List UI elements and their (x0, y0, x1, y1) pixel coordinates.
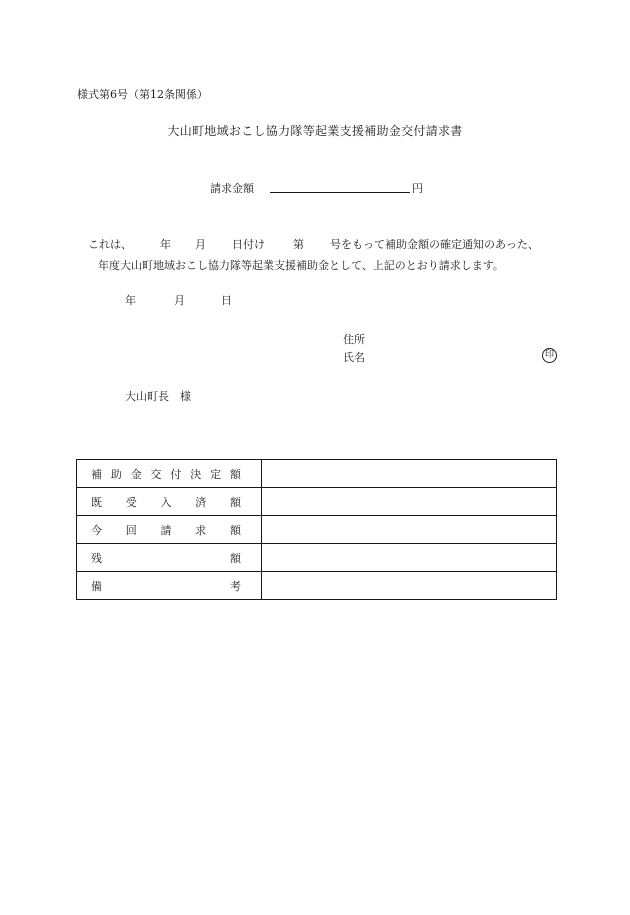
form-number: 様式第6号（第12条関係） (77, 88, 208, 101)
table-row (77, 488, 557, 516)
row-label-char: 受 (125, 495, 137, 509)
row-label (77, 544, 262, 572)
name-label: 氏名 (343, 351, 365, 364)
row-value[interactable] (262, 544, 557, 572)
row-label-char: 金 (130, 467, 142, 481)
body-day-label: 日付け (232, 238, 265, 251)
row-label-char: 交 (150, 467, 162, 481)
date-day-label: 日 (221, 294, 232, 307)
body-number-prefix: 第 (293, 238, 304, 251)
body-line-1-rest: 号をもって補助金額の確定通知のあった、 (330, 238, 539, 251)
table-row (77, 460, 557, 488)
seal-mark: 印 (542, 348, 557, 363)
row-label-char: 回 (125, 523, 137, 537)
date-year-label: 年 (125, 294, 136, 307)
row-value[interactable] (262, 572, 557, 600)
table-row (77, 516, 557, 544)
row-label (77, 516, 262, 544)
amount-input-line[interactable] (270, 192, 410, 193)
page-title: 大山町地域おこし協力隊等起業支援補助金交付請求書 (167, 124, 463, 138)
row-label-char: 考 (230, 579, 241, 593)
row-label-char: 請 (160, 523, 172, 537)
row-label-char: 額 (230, 523, 241, 537)
row-label-char: 助 (110, 467, 122, 481)
row-label-char: 額 (229, 467, 241, 481)
recipient: 大山町長 様 (125, 390, 191, 403)
row-label-char: 既 (91, 495, 102, 509)
row-label-char: 済 (195, 495, 207, 509)
row-value[interactable] (262, 516, 557, 544)
request-date (125, 292, 232, 308)
row-label-char: 定 (210, 467, 222, 481)
row-label-char: 額 (230, 495, 241, 509)
table-row (77, 572, 557, 600)
row-label-char: 決 (190, 467, 202, 481)
row-label-char: 残 (91, 551, 102, 565)
body-line-1 (88, 236, 539, 252)
row-label-char: 今 (91, 523, 102, 537)
row-value[interactable] (262, 460, 557, 488)
row-label (77, 488, 262, 516)
row-label-char: 入 (160, 495, 172, 509)
row-label-char: 額 (230, 551, 241, 565)
row-value[interactable] (262, 488, 557, 516)
row-label-char: 求 (195, 523, 207, 537)
row-label-char: 備 (91, 579, 102, 593)
date-month-label: 月 (174, 294, 185, 307)
row-label (77, 460, 262, 488)
amount-table (76, 459, 557, 600)
body-intro: これは、 (88, 238, 132, 251)
address-label: 住所 (343, 333, 365, 346)
row-label-char: 補 (91, 467, 102, 481)
amount-label: 請求金額 (210, 182, 254, 195)
row-label (77, 572, 262, 600)
body-month-label: 月 (195, 238, 206, 251)
body-line-2: 年度大山町地域おこし協力隊等起業支援補助金として、上記のとおり請求します。 (98, 259, 504, 272)
table-row (77, 544, 557, 572)
row-label-char: 付 (170, 467, 182, 481)
amount-unit: 円 (412, 182, 423, 195)
body-year-label: 年 (160, 238, 171, 251)
